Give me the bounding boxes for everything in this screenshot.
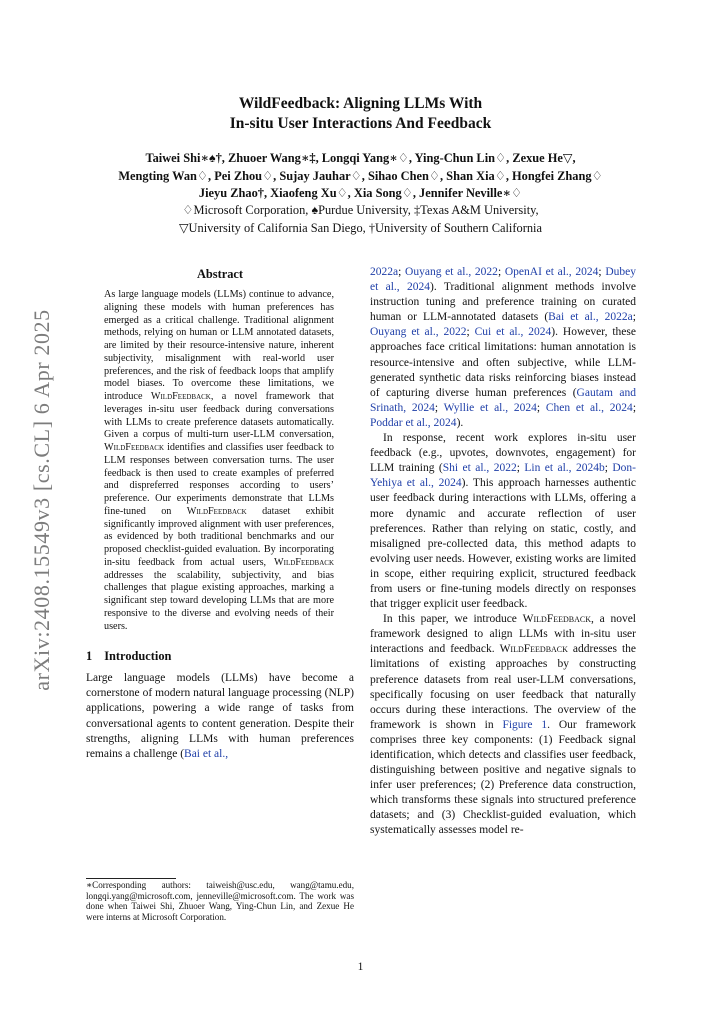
citation-link[interactable]: OpenAI et al., 2024 [504, 266, 599, 278]
abstract-text: identifies and classifies user feedback to LLM responses between conversation turns. The user feedback is then used to create examples of preferred and dispreferred responses according to users’ preference. Our experiments demonstrate that LLMs fine-tuned on [104, 442, 334, 517]
affiliations [60, 202, 661, 237]
arxiv-id: arXiv:2408.15549v3 [cs.CL] 6 Apr 2025 [29, 309, 54, 691]
authors-line-2: Mengting Wan♢, Pei Zhou♢, Sujay Jauhar♢, Sihao Chen♢, Shan Xia♢, Hongfei Zhang♢ [118, 168, 603, 183]
title-line-2: In-situ User Interactions And Feedback [229, 115, 492, 132]
body-text: In response, recent work explores in-situ user feedback (e.g., upvotes, downvotes, engagement) for LLM training ( [370, 432, 636, 475]
body-text: . Our framework comprises three key components: (1) Feedback signal identification, which detects and classifies user feedback, distinguishing between positive and negative signals to infer user preferences; (2) Preference data construction, which transforms these signals into structured preference datasets; and (3) Checklist-guided evaluation, which systematically assesses model re- [370, 718, 636, 837]
intro-paragraph-3 [370, 612, 636, 838]
citation-link[interactable]: Bai et al., 2022a [548, 311, 633, 324]
intro-paragraph-2: In response, recent work explores in-situ user feedback (e.g., upvotes, downvotes, engagement) for LLM training (Shi et al., 2022; Lin et al., 2024b; Don-Yehiya et al., 2024). This approach harnesses authentic user feedback during interactions with LLMs, offering a more dynamic and accurate reflection of user preferences. Rather than relying on static, costly, and misaligned pre-collected data, this method adapts to evolving user needs. However, existing works are limited in scope, either requiring explicit, structured feedback from users or fine-tuning models directly on responses that trigger explicit user feedback. [370, 432, 636, 611]
body-text: ). This approach harnesses authentic user feedback during interactions with LLMs, offering a more dynamic and accurate reflection of user preferences. Rather than relying on static, costly, and misaligned pre-collected data, this method adapts to evolving user needs. However, existing works are limited in scope, either requiring explicit, structured feedback from users or fine-tuning models directly on responses that trigger explicit user feedback. [370, 477, 636, 611]
author-list [60, 150, 661, 203]
citation-link[interactable]: Cui et al., 2024 [474, 326, 552, 339]
right-column [370, 265, 636, 839]
authors-line-1: Taiwei Shi∗♠†, Zhuoer Wang∗‡, Longqi Yang∗♢, Ying-Chun Lin♢, Zexue He▽, [145, 151, 576, 165]
section-number: 1 [86, 649, 93, 664]
left-column [86, 265, 354, 762]
section-heading-introduction [86, 647, 354, 665]
body-text: , a novel framework designed to align LLMs with in-situ user interactions and feedback. [370, 613, 636, 656]
paper-title [0, 94, 721, 134]
framework-name: WildFeedback [274, 556, 334, 568]
framework-name: WildFeedback [522, 613, 591, 626]
citation-link[interactable]: Ouyang et al., 2022 [405, 266, 498, 278]
body-text: In this paper, we introduce [383, 613, 523, 626]
citation-link[interactable]: Chen et al., 2024 [545, 401, 633, 414]
abstract-body [104, 289, 334, 633]
citation-link[interactable]: Shi et al., 2022 [442, 462, 517, 475]
framework-name: WildFeedback [150, 391, 211, 402]
footnote: ∗Corresponding authors: taiweish@usc.edu, wang@tamu.edu, longqi.yang@microsoft.com, jenneville@microsoft.com. The work was done when Taiwei Shi, Zhuoer Wang, Ying-Chun Lin, and Zexue He were interns at Microsoft Corporation. [86, 880, 354, 923]
title-line-1: WildFeedback: Aligning LLMs With [238, 95, 483, 112]
abstract-text: addresses the scalability, subjectivity, and bias challenges that plague existing approaches, marking a significant step toward developing LLMs that are more responsive to the diverse and evolving needs of their users. [104, 569, 334, 632]
page-number: 1 [357, 961, 364, 973]
citation-link[interactable]: Gautam and Srinath, 2024 [370, 386, 636, 414]
citation-link[interactable]: Lin et al., 2024b [524, 462, 605, 475]
citation-link[interactable]: Wyllie et al., 2024 [443, 401, 537, 414]
abstract-text: , a novel framework that leverages in-situ user feedback during conversations with LLMs to create preference datasets automatically. Given a corpus of multi-turn user-LLM conversation, [104, 391, 334, 441]
body-text: ). However, these approaches face critical limitations: human annotation is resource-intensive and often subjective, while LLM-generated synthetic data risks reinforcing biases instead of capturing diverse human preferences ( [370, 326, 636, 399]
citation-link[interactable]: Dubey et al., 2024 [370, 266, 636, 294]
body-text: ). Traditional alignment methods involve instruction tuning and preference training on curated human or LLM-annotated datasets ( [370, 281, 636, 324]
abstract-text: dataset exhibit significantly improved alignment with user preferences, as evidenced by both traditional benchmarks and our proposed checklist-guided evaluation. By incorporating in-situ feedback from actual users, [104, 505, 334, 568]
affiliation-line-1: ♢Microsoft Corporation, ♠Purdue University, ‡Texas A&M University, [182, 203, 539, 217]
body-text: addresses the limitations of existing approaches by constructing preference datasets from real user-LLM conversations, specifically focusing on user feedback that naturally occurs during these interactions. The overview of the framework is shown in [370, 643, 636, 731]
affiliation-line-2: ▽University of California San Diego, †University of Southern California [179, 220, 542, 235]
framework-name: WildFeedback [499, 643, 568, 656]
abstract-heading: Abstract [196, 267, 244, 281]
figure-reference-link[interactable]: Figure 1 [502, 718, 548, 731]
intro-paragraph-1 [86, 671, 354, 762]
intro-paragraph-1-cont: 2022a; Ouyang et al., 2022; OpenAI et al., 2024; Dubey et al., 2024). Traditional alignment methods involve instruction tuning and preference training on curated human or LLM-annotated datasets (Bai et al., 2022a; Ouyang et al., 2022; Cui et al., 2024). However, these approaches face critical limitations: human annotation is resource-intensive and often subjective, while LLM-generated synthetic data risks reinforcing biases instead of capturing diverse human preferences (Gautam and Srinath, 2024; Wyllie et al., 2024; Chen et al., 2024; Poddar et al., 2024). [370, 266, 637, 429]
abstract-text: As large language models (LLMs) continue to advance, aligning these models with human preferences has emerged as a critical challenge. Traditional alignment methods, relying on human or LLM annotated datasets, are limited by their resource-intensive nature, inherent subjectivity, misalignment with real-world user preferences, and the risk of feedback loops that amplify model biases. To overcome these limitations, we introduce [104, 289, 334, 402]
authors-line-3: Jieyu Zhao†, Xiaofeng Xu♢, Xia Song♢, Jennifer Neville∗♢ [198, 186, 523, 200]
citation-link[interactable]: Ouyang et al., 2022 [370, 326, 467, 339]
citation-link[interactable]: Poddar et al., 2024 [370, 416, 457, 429]
citation-link[interactable]: 2022a [370, 266, 399, 278]
framework-name: WildFeedback [186, 505, 247, 517]
body-text: Large language models (LLMs) have become a cornerstone of modern natural language processing (NLP) applications, powering a wide range of tasks from conversational agents to content generation. Despite their strengths, aligning LLMs with human preferences remains a challenge ( [86, 672, 354, 760]
citation-link[interactable]: Bai et al., [184, 747, 229, 760]
section-title: Introduction [104, 649, 172, 664]
citation-link[interactable]: Don-Yehiya et al., 2024 [370, 462, 636, 490]
footnote-divider [86, 878, 176, 879]
framework-name: WildFeedback [104, 442, 164, 453]
